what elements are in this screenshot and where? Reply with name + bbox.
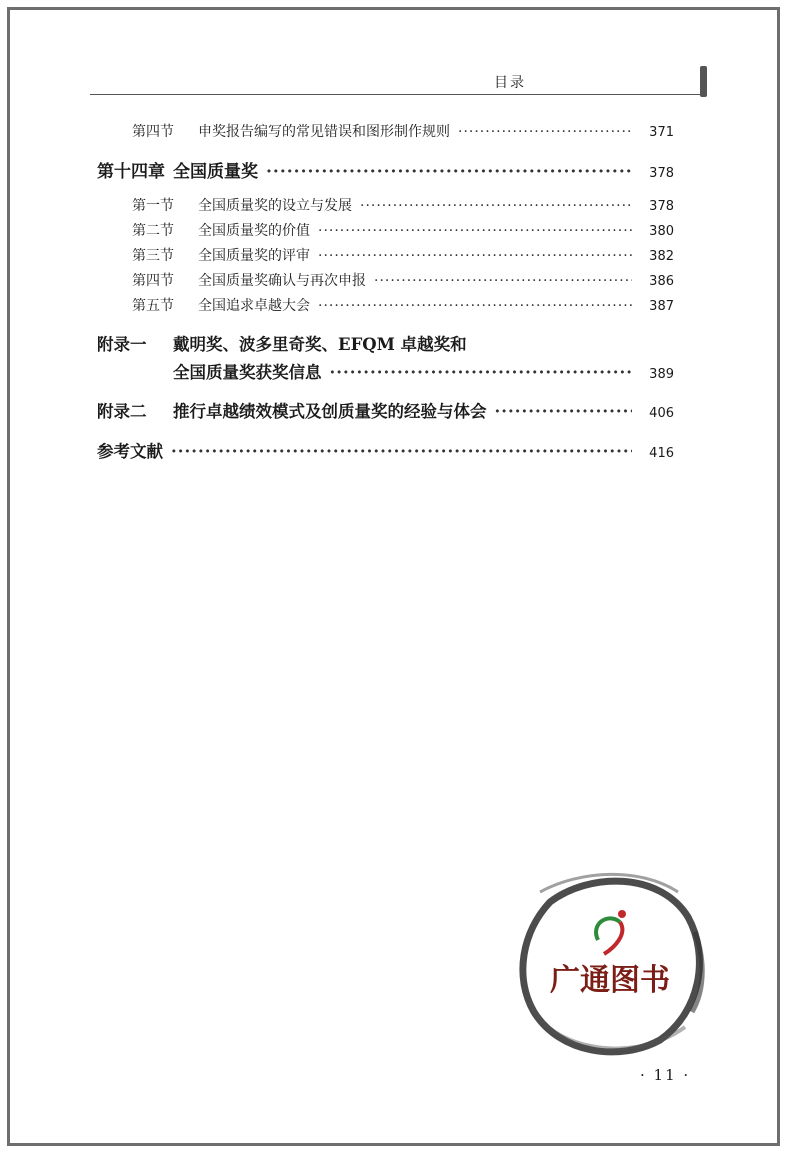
toc-chapter[interactable] (97, 157, 674, 182)
dot-leader (318, 298, 632, 314)
toc-entry-title: 全国质量奖的价值 (198, 223, 310, 239)
toc-references-page: 416 (649, 446, 674, 461)
toc-appendix-two[interactable] (97, 398, 674, 422)
toc-entry-page: 380 (649, 224, 674, 239)
toc-appendix-one-line2[interactable] (173, 359, 674, 383)
dot-leader (374, 273, 632, 289)
toc-entry-label: 第二节 (132, 223, 174, 239)
running-head (90, 72, 702, 95)
toc-entry[interactable] (132, 195, 674, 215)
toc-appendix-title: 推行卓越绩效模式及创质量奖的经验与体会 (173, 402, 487, 421)
toc-appendix-page: 406 (649, 406, 674, 421)
brand-logo-icon (596, 910, 626, 954)
toc-entry-label: 第五节 (132, 298, 174, 314)
toc-appendix-title-line1: 戴明奖、波多里奇奖、EFQM 卓越奖和 (173, 335, 467, 354)
toc-references[interactable] (97, 438, 674, 462)
toc-entry[interactable] (132, 270, 674, 290)
toc-entry-title: 全国质量奖确认与再次申报 (198, 273, 366, 289)
toc-chapter-title: 全国质量奖 (173, 162, 258, 182)
dot-leader (360, 198, 632, 214)
toc-entry[interactable] (132, 220, 674, 240)
toc-references-title: 参考文献 (97, 442, 163, 461)
toc-entry-page: 386 (649, 274, 674, 289)
brush-circle-seal (510, 862, 710, 1062)
toc-entry-title: 申奖报告编写的常见错误和图形制作规则 (198, 124, 450, 140)
toc-entry-title: 全国质量奖的评审 (198, 248, 310, 264)
dot-leader (495, 402, 633, 421)
toc-appendix-label: 附录一 (97, 335, 147, 354)
toc-entry-page: 387 (649, 299, 674, 314)
page-number: · 11 · (640, 1066, 691, 1084)
toc-appendix-one-line1[interactable] (97, 331, 467, 355)
toc-appendix-label: 附录二 (97, 402, 147, 421)
toc-chapter-page: 378 (649, 166, 674, 181)
toc-appendix-title-line2: 全国质量奖获奖信息 (173, 363, 322, 382)
stamp-text: 广通图书 (550, 963, 670, 998)
running-head-tab (700, 66, 707, 97)
toc-entry-title: 全国质量奖的设立与发展 (198, 198, 352, 214)
running-head-title: 目录 (494, 75, 526, 91)
dot-leader (171, 442, 632, 461)
dot-leader (458, 124, 632, 140)
toc-entry[interactable] (132, 295, 674, 315)
dot-leader (318, 248, 632, 264)
toc-entry-page: 378 (649, 199, 674, 214)
toc-entry-label: 第一节 (132, 198, 174, 214)
toc-appendix-page: 389 (649, 367, 674, 382)
toc-entry-label: 第四节 (132, 273, 174, 289)
dot-leader (266, 162, 632, 182)
toc-entry-title: 全国追求卓越大会 (198, 298, 310, 314)
toc-entry-label: 第三节 (132, 248, 174, 264)
dot-leader (330, 363, 633, 382)
toc-chapter-label: 第十四章 (97, 162, 165, 182)
toc-entry[interactable] (132, 245, 674, 265)
toc-entry[interactable] (132, 121, 674, 141)
toc-entry-label: 第四节 (132, 124, 174, 140)
toc-entry-page: 371 (649, 125, 674, 140)
publisher-stamp (510, 862, 710, 1062)
dot-leader (318, 223, 632, 239)
toc-entry-page: 382 (649, 249, 674, 264)
